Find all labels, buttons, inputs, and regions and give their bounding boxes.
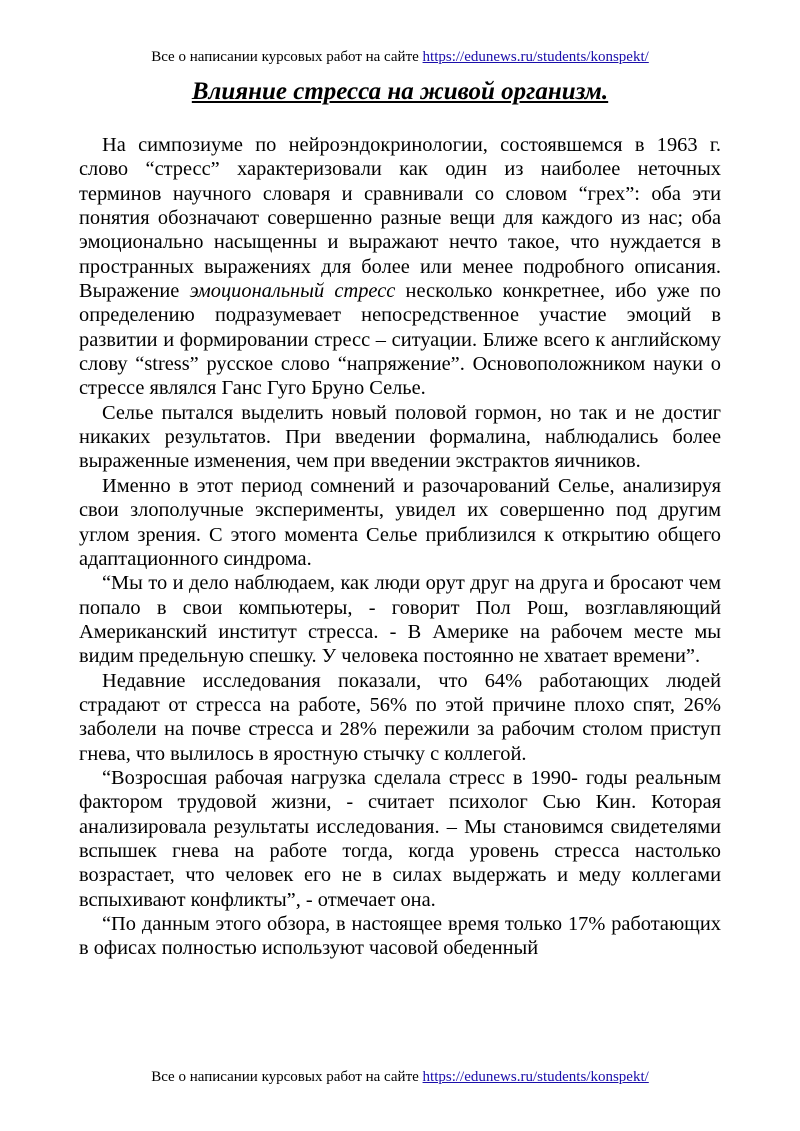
paragraph-2: Селье пытался выделить новый половой гормон, но так и не достиг никаких результатов. При введении формалина, наблюдались более выраженные изменения, чем при введении экстрактов яичников. [79, 401, 721, 473]
paragraph-1-after: несколько конкретнее, ибо уже по определению подразумевает непосредственное участие эмоций в развитии и формировании стресс – ситуации. Ближе всего к английскому слову “stress” русское слово “напряжение”. Основоположником науки о стрессе являлся Ганс Гуго Бруно Селье. [79, 280, 722, 400]
footer-text: Все о написании курсовых работ на сайте [151, 1069, 419, 1085]
header-text: Все о написании курсовых работ на сайте [151, 49, 419, 65]
page-footer [0, 1068, 800, 1086]
paragraph-7: “По данным этого обзора, в настоящее время только 17% работающих в офисах полностью используют часовой обеденный [79, 913, 721, 960]
document-body [79, 133, 721, 961]
document-title: Влияние стресса на живой организм. [191, 78, 609, 105]
paragraph-3: Именно в этот период сомнений и разочарований Селье, анализируя свои злополучные эксперименты, увидел их совершенно под другим углом зрения. С этого момента Селье приблизился к открытию общего адаптационного синдрома. [79, 474, 721, 570]
header-link[interactable]: https://edunews.ru/students/konspekt/ [422, 49, 649, 65]
paragraph-1-italic: эмоциональный стресс [189, 280, 396, 303]
paragraph-6: “Возросшая рабочая нагрузка сделала стресс в 1990- годы реальным фактором трудовой жизни, - считает психолог Сью Кин. Которая анализировала результаты исследования. – Мы становимся свидетелями вспышек гнева на работе тогда, когда уровень стресса настолько возрастает, что человек его не в силах выдержать и меду коллегами вспыхивают конфликты”, - отмечает она. [79, 766, 721, 911]
footer-link[interactable]: https://edunews.ru/students/konspekt/ [422, 1069, 649, 1085]
paragraph-1-before: На симпозиуме по нейроэндокринологии, состоявшемся в 1963 г. слово “стресс” характеризовали как один из наиболее неточных терминов научного словаря и сравнивали со словом “грех”: оба эти понятия обозначают совершенно разные вещи для каждого из нас; оба эмоционально насыщенны и выражают нечто такое, что нуждается в пространных выражениях для более или менее подробного описания. Выражение [79, 134, 721, 303]
paragraph-1 [79, 133, 721, 401]
paragraph-4: “Мы то и дело наблюдаем, как люди орут друг на друга и бросают чем попало в свои компьютеры, - говорит Пол Рош, возглавляющий Американский институт стресса. - В Америке на рабочем месте мы видим предельную спешку. У человека постоянно не хватает времени”. [79, 572, 721, 668]
paragraph-5: Недавние исследования показали, что 64% работающих людей страдают от стресса на работе, 56% по этой причине плохо спят, 26% заболели на почве стресса и 28% пережили за рабочим столом приступ гнева, что вылилось в яростную стычку с коллегой. [79, 669, 721, 765]
